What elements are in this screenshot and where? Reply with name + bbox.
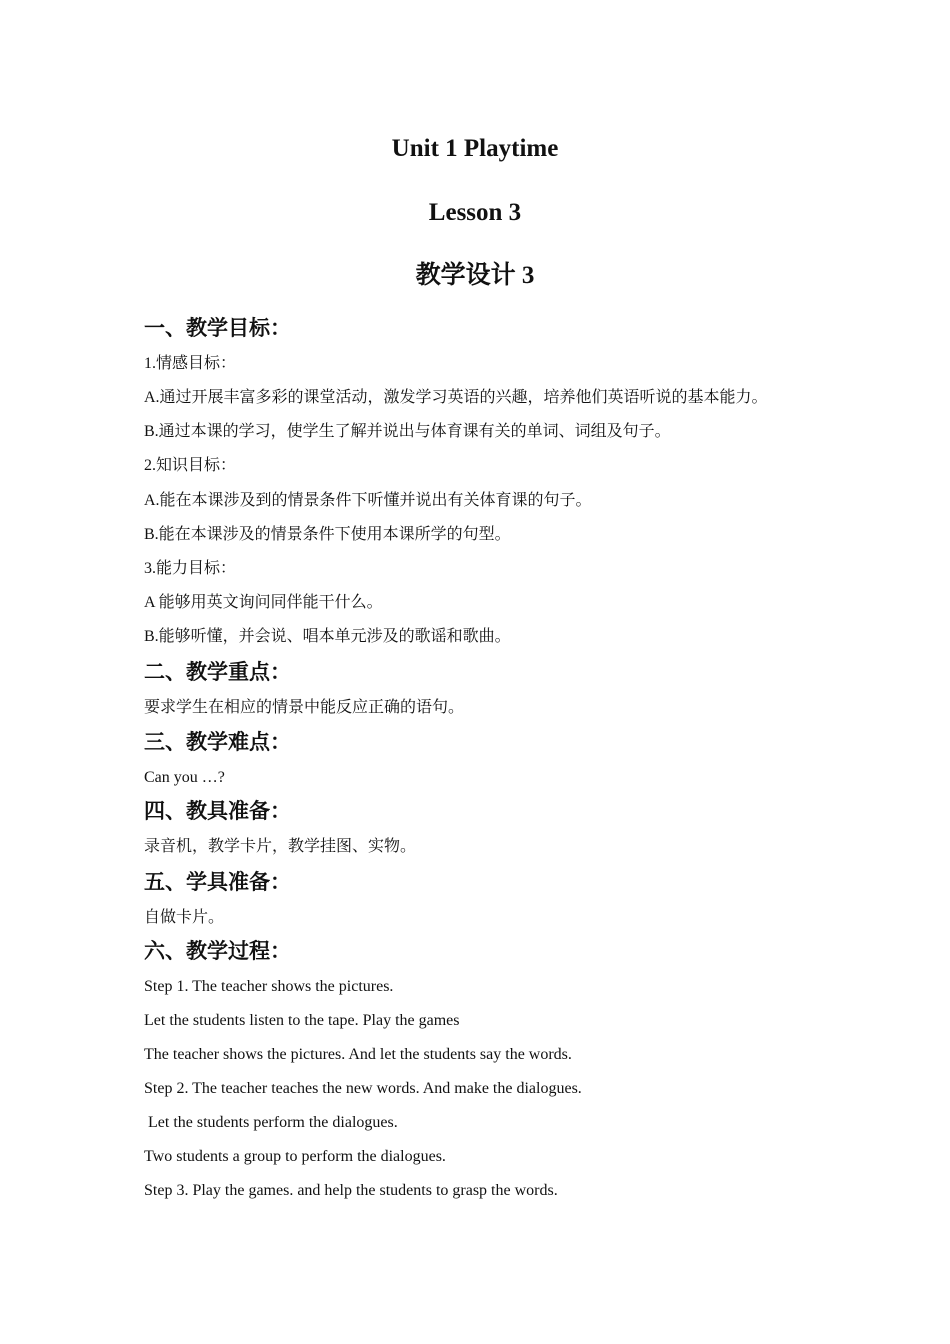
goal-line: A 能够用英文询问同伴能干什么。 xyxy=(144,594,383,611)
section-heading-teacher-materials: 四、教具准备： xyxy=(144,799,291,823)
goal-line: B.通过本课的学习，使学生了解并说出与体育课有关的单词、词组及句子。 xyxy=(144,423,671,440)
process-step: Two students a group to perform the dialogues. xyxy=(144,1148,446,1165)
difficulties-text: Can you …? xyxy=(144,769,225,786)
section-heading-difficulties: 三、教学难点： xyxy=(144,730,291,754)
goal-line: 2.知识目标： xyxy=(144,457,237,474)
document-title: Unit 1 Playtime xyxy=(391,135,559,162)
goal-line: B.能在本课涉及的情景条件下使用本课所学的句型。 xyxy=(144,526,511,543)
process-step: Step 3. Play the games. and help the students to grasp the words. xyxy=(144,1182,558,1199)
teacher-materials-text: 录音机，教学卡片，教学挂图、实物。 xyxy=(144,838,417,855)
goal-line: 1.情感目标： xyxy=(144,355,237,372)
process-step: Step 1. The teacher shows the pictures. xyxy=(144,978,394,995)
process-step: Let the students perform the dialogues. xyxy=(144,1114,398,1131)
section-heading-process: 六、教学过程： xyxy=(144,939,291,963)
document-subtitle: 教学设计 3 xyxy=(415,262,535,289)
goal-line: A.通过开展丰富多彩的课堂活动，激发学习英语的兴趣，培养他们英语听说的基本能力。 xyxy=(144,389,768,406)
section-heading-student-materials: 五、学具准备： xyxy=(144,870,291,894)
process-step: Step 2. The teacher teaches the new words. And make the dialogues. xyxy=(144,1080,582,1097)
process-step: The teacher shows the pictures. And let the students say the words. xyxy=(144,1046,572,1063)
process-step: Let the students listen to the tape. Play the games xyxy=(144,1012,460,1029)
student-materials-text: 自做卡片。 xyxy=(144,909,225,926)
goal-line: 3.能力目标： xyxy=(144,560,237,577)
lesson-title: Lesson 3 xyxy=(428,199,522,226)
key-points-text: 要求学生在相应的情景中能反应正确的语句。 xyxy=(144,699,465,716)
section-heading-key-points: 二、教学重点： xyxy=(144,660,291,684)
section-heading-goals: 一、教学目标： xyxy=(144,316,291,340)
goal-line: B.能够听懂，并会说、唱本单元涉及的歌谣和歌曲。 xyxy=(144,628,511,645)
goal-line: A.能在本课涉及到的情景条件下听懂并说出有关体育课的句子。 xyxy=(144,492,592,509)
